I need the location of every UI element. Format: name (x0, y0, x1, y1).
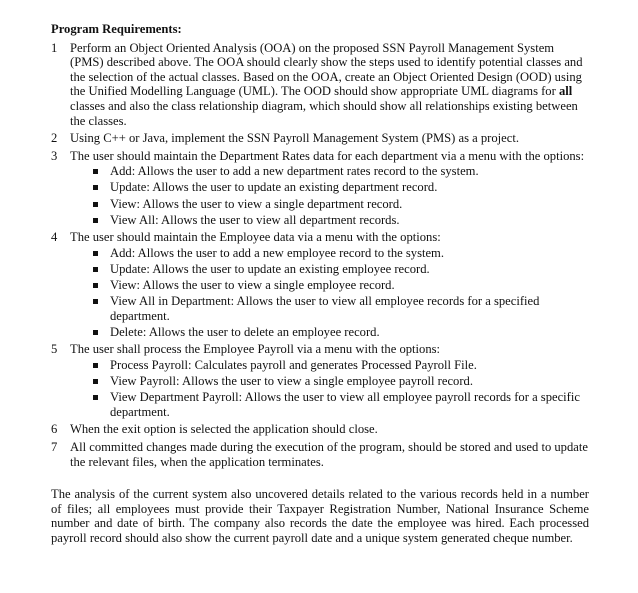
document-page (51, 22, 589, 546)
requirement-text: The user shall process the Employee Payroll via a menu with the options: (70, 342, 441, 357)
requirement-text: Perform an Object Oriented Analysis (OOA) on the proposed SSN Payroll Management System (PMS) described above. The OOA should clearly show the steps used to identify potential classes and the selection of the actual classes. Based on the OOA, create an Object Oriented Design (OOD) using the Unified Modelling Language (UML). The OOD should show appropriate UML diagrams for all classes and also the class relationship diagram, which should show all relationships existing between the classes. (70, 40, 583, 128)
requirement-item (51, 440, 589, 469)
bullet-icon (93, 218, 98, 223)
option-list (70, 164, 589, 227)
bullet-icon (93, 363, 98, 368)
option-item: View Payroll: Allows the user to view a single employee payroll record. (70, 374, 589, 389)
bullet-icon (93, 169, 98, 174)
option-list (70, 358, 589, 419)
requirement-text: The user should maintain the Employee data via a menu with the options: (70, 230, 441, 245)
option-item: View: Allows the user to view a single employee record. (70, 278, 589, 293)
bullet-icon (93, 202, 98, 207)
requirement-number: 7 (51, 439, 58, 454)
requirement-item (51, 41, 589, 129)
requirement-number: 6 (51, 422, 58, 437)
requirement-number: 3 (51, 148, 58, 163)
requirement-text: The user should maintain the Department Rates data for each department via a menu with the options: (70, 148, 585, 163)
emphasis-text: all (558, 84, 573, 99)
section-heading: Program Requirements: (51, 22, 182, 36)
option-list (70, 246, 589, 340)
option-item: Add: Allows the user to add a new employee record to the system. (70, 246, 589, 261)
requirement-item (51, 342, 589, 419)
requirement-number: 2 (51, 131, 58, 146)
requirement-item (51, 422, 589, 437)
requirement-item (51, 131, 589, 146)
requirement-item (51, 149, 589, 227)
option-item: Update: Allows the user to update an existing employee record. (70, 262, 589, 277)
closing-paragraph: The analysis of the current system also uncovered details related to the various records held in a number of files; all employees must provide their Taxpayer Registration Number, National Insurance Scheme number and date of birth. The company also records the date the employee was hired. Each processed payroll record should also show the current payroll date and a unique system generated cheque number. (51, 487, 589, 545)
bullet-icon (93, 283, 98, 288)
requirement-text: Using C++ or Java, implement the SSN Payroll Management System (PMS) as a project. (70, 131, 519, 146)
bullet-icon (93, 299, 98, 304)
option-item: View All: Allows the user to view all department records. (70, 213, 589, 228)
option-item: View All in Department: Allows the user to view all employee records for a specified department. (70, 294, 589, 323)
option-item: Add: Allows the user to add a new department rates record to the system. (70, 164, 589, 179)
option-item: Update: Allows the user to update an existing department record. (70, 180, 589, 195)
bullet-icon (93, 185, 98, 190)
bullet-icon (93, 330, 98, 335)
requirement-number: 4 (51, 230, 58, 245)
bullet-icon (93, 251, 98, 256)
requirement-text: All committed changes made during the execution of the program, should be stored and used to update the relevant files, when the application terminates. (70, 439, 588, 469)
requirement-number: 5 (51, 342, 58, 357)
requirement-number: 1 (51, 40, 58, 55)
option-item: View: Allows the user to view a single department record. (70, 197, 589, 212)
option-item: View Department Payroll: Allows the user to view all employee payroll records for a specific department. (70, 390, 589, 419)
requirement-item (51, 230, 589, 339)
option-item: Delete: Allows the user to delete an employee record. (70, 325, 589, 340)
bullet-icon (93, 267, 98, 272)
requirement-text: When the exit option is selected the application should close. (70, 422, 378, 437)
bullet-icon (93, 379, 98, 384)
bullet-icon (93, 395, 98, 400)
option-item: Process Payroll: Calculates payroll and generates Processed Payroll File. (70, 358, 589, 373)
